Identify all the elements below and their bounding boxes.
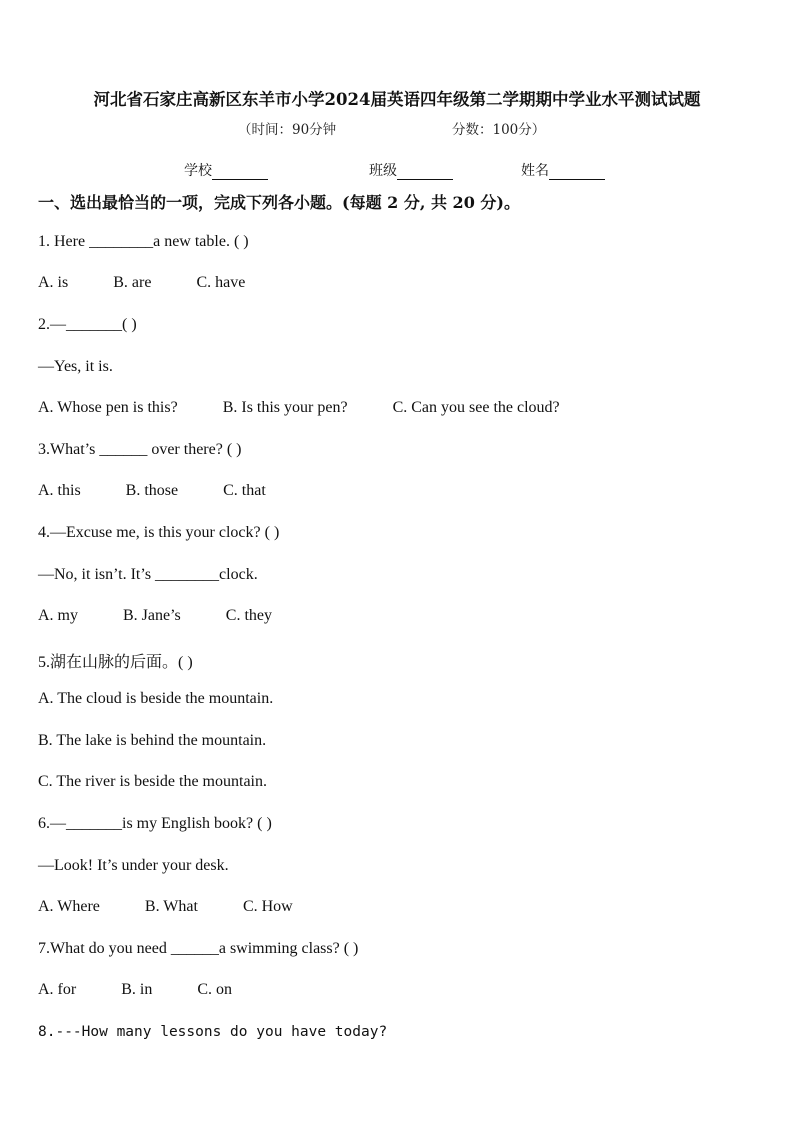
class-label: 班级 bbox=[369, 163, 397, 179]
time-limit: （时间：90分钟 bbox=[238, 122, 337, 138]
option-c[interactable]: C. How bbox=[242, 898, 293, 915]
class-field[interactable] bbox=[369, 160, 453, 180]
option-b[interactable]: B. are bbox=[113, 274, 152, 291]
option-b[interactable]: B. Is this your pen? bbox=[222, 399, 348, 416]
option-a[interactable]: A. my bbox=[38, 607, 78, 624]
class-blank[interactable] bbox=[397, 165, 453, 180]
question-5-option-b[interactable]: B. The lake is behind the mountain. bbox=[38, 732, 267, 749]
question-2-options bbox=[38, 399, 560, 417]
question-5-stem: 5.湖在山脉的后面。( ) bbox=[38, 654, 193, 671]
option-a[interactable]: A. Whose pen is this? bbox=[38, 399, 178, 416]
option-a[interactable]: A. is bbox=[38, 274, 69, 291]
question-1-options bbox=[38, 274, 245, 292]
question-1-stem: 1. Here ________a new table. ( ) bbox=[38, 233, 249, 250]
question-3-options bbox=[38, 482, 266, 500]
school-field[interactable] bbox=[184, 160, 268, 180]
question-6-options bbox=[38, 898, 293, 916]
question-3-stem: 3.What’s ______ over there? ( ) bbox=[38, 441, 242, 458]
question-5-option-c[interactable]: C. The river is beside the mountain. bbox=[38, 773, 267, 790]
school-blank[interactable] bbox=[212, 165, 268, 180]
option-c[interactable]: C. have bbox=[196, 274, 246, 291]
exam-title: 河北省石家庄高新区东羊市小学2024届英语四年级第二学期期中学业水平测试试题 bbox=[93, 90, 701, 109]
name-blank[interactable] bbox=[549, 165, 605, 180]
option-c[interactable]: C. they bbox=[225, 607, 272, 624]
question-2-reply: —Yes, it is. bbox=[38, 358, 113, 375]
question-7-stem: 7.What do you need ______a swimming class? ( ) bbox=[38, 940, 359, 957]
option-b[interactable]: B. in bbox=[121, 981, 153, 998]
option-b[interactable]: B. What bbox=[144, 898, 198, 915]
question-4-options bbox=[38, 607, 272, 625]
question-8-stem: 8.---How many lessons do you have today? bbox=[38, 1024, 388, 1040]
option-c[interactable]: C. Can you see the cloud? bbox=[392, 399, 560, 416]
option-a[interactable]: A. this bbox=[38, 482, 81, 499]
section-heading: 一、选出最恰当的一项，完成下列各小题。(每题 2 分, 共 20 分)。 bbox=[38, 193, 520, 212]
question-5-option-a[interactable]: A. The cloud is beside the mountain. bbox=[38, 690, 274, 707]
question-2-stem: 2.—_______( ) bbox=[38, 316, 137, 333]
name-field[interactable] bbox=[521, 160, 605, 180]
option-c[interactable]: C. on bbox=[197, 981, 233, 998]
question-6-stem: 6.—_______is my English book? ( ) bbox=[38, 815, 272, 832]
option-c[interactable]: C. that bbox=[223, 482, 266, 499]
option-b[interactable]: B. Jane’s bbox=[123, 607, 181, 624]
question-6-reply: —Look! It’s under your desk. bbox=[38, 857, 229, 874]
question-4-reply: —No, it isn’t. It’s ________clock. bbox=[38, 566, 258, 583]
option-a[interactable]: A. for bbox=[38, 981, 77, 998]
option-a[interactable]: A. Where bbox=[38, 898, 100, 915]
option-b[interactable]: B. those bbox=[125, 482, 179, 499]
name-label: 姓名 bbox=[521, 163, 549, 179]
school-label: 学校 bbox=[184, 163, 212, 179]
question-7-options bbox=[38, 981, 232, 999]
total-score: 分数：100分） bbox=[452, 122, 546, 138]
question-4-stem: 4.—Excuse me, is this your clock? ( ) bbox=[38, 524, 280, 541]
